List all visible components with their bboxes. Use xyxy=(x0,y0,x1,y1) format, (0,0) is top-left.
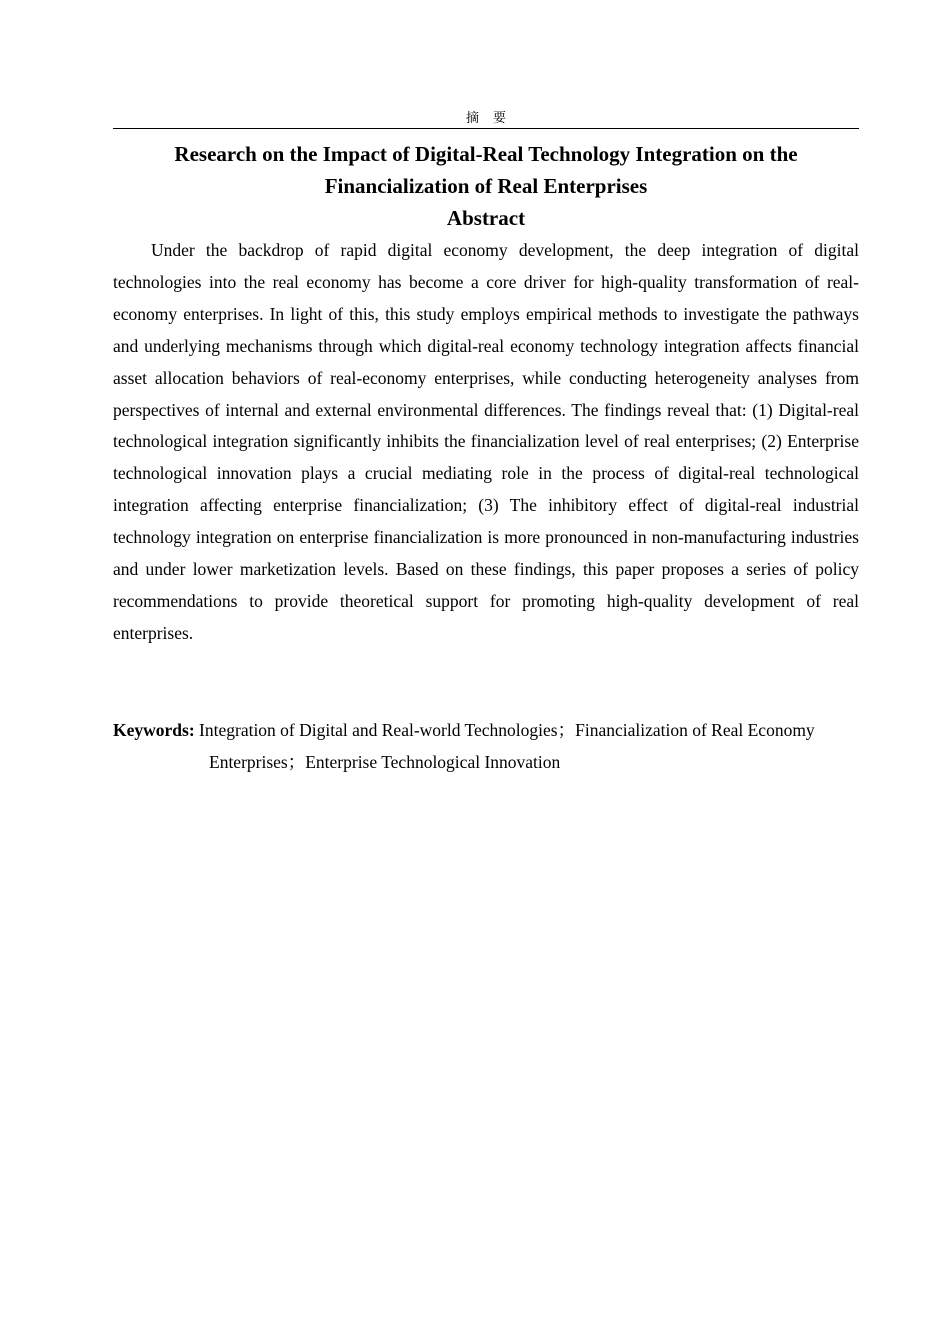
abstract-heading: Abstract xyxy=(446,206,526,230)
keywords-line-1 xyxy=(113,714,893,746)
header-rule xyxy=(113,128,859,129)
running-header: 摘要 xyxy=(465,110,520,125)
keywords-block xyxy=(113,714,893,778)
keywords-text-1: Integration of Digital and Real-world Technologies；Financialization of Real Economy xyxy=(199,720,815,740)
paper-title: Research on the Impact of Digital-Real Technology Integration on the Financialization of Real Enterprises xyxy=(174,142,798,198)
abstract-body: Under the backdrop of rapid digital economy development, the deep integration of digital technologies into the real economy has become a core driver for high-quality transformation of real-economy enterprises. In light of this, this study employs empirical methods to investigate the pathways and underlying mechanisms through which digital-real economy technology integration affects financial asset allocation behaviors of real-economy enterprises, while conducting heterogeneity analyses from perspectives of internal and external environmental differences. The findings reveal that: (1) Digital-real technological integration significantly inhibits the financialization level of real enterprises; (2) Enterprise technological innovation plays a crucial mediating role in the process of digital-real technological integration affecting enterprise financialization; (3) The inhibitory effect of digital-real industrial technology integration on enterprise financialization is more pronounced in non-manufacturing industries and under lower marketization levels. Based on these findings, this paper proposes a series of policy recommendations to provide theoretical support for promoting high-quality development of real enterprises. xyxy=(113,240,859,643)
keywords-text-2: Enterprises；Enterprise Technological Innovation xyxy=(209,752,561,772)
keywords-label: Keywords: xyxy=(113,720,195,740)
